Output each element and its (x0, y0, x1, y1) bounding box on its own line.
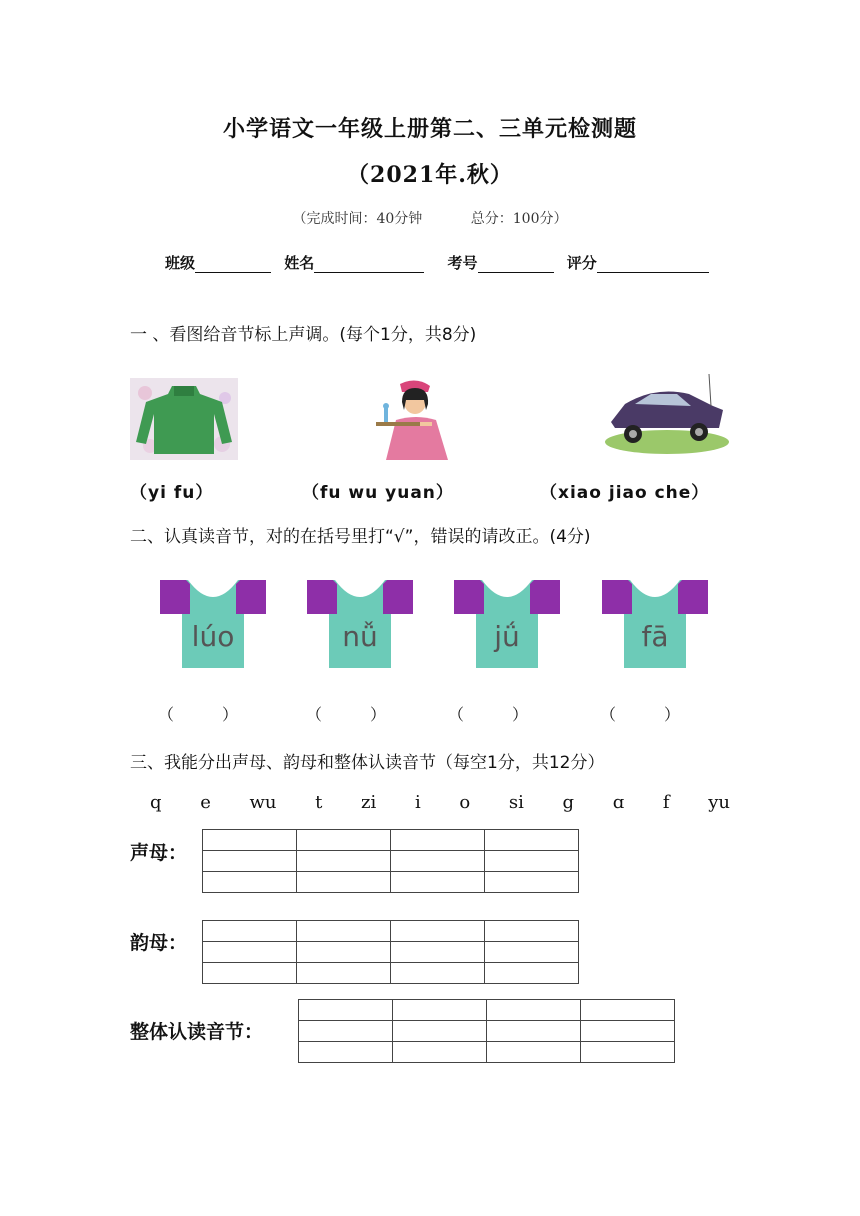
answer-paren-2[interactable]: （ ） (306, 705, 387, 724)
shirt-syllable: fā (641, 620, 669, 653)
syllable: t (315, 792, 323, 813)
section3-heading: 三、我能分出声母、韵母和整体认读音节（每空1分，共12分） (130, 753, 605, 773)
syllable: i (414, 792, 421, 813)
syllable-list (150, 792, 730, 813)
name-field[interactable] (314, 256, 424, 273)
syllable: zi (361, 792, 377, 813)
tshirt-card (452, 578, 562, 670)
pinyin-item-1: （yi fu） (130, 483, 214, 503)
name-label: 姓名 (284, 254, 315, 272)
initials-label: 声母： (130, 842, 188, 864)
class-field[interactable] (195, 256, 271, 273)
shirt-syllable: nǚ (342, 620, 378, 653)
answer-paren-1[interactable]: （ ） (158, 705, 239, 724)
syllable: ɑ (612, 792, 625, 813)
exam-meta (0, 208, 860, 228)
syllable: o (459, 792, 471, 813)
answer-paren-4[interactable]: （ ） (600, 705, 681, 724)
exam-no-label: 考号 (447, 254, 478, 272)
initials-table (202, 829, 579, 893)
whole-syllables-table (298, 999, 675, 1063)
tshirt-card (305, 578, 415, 670)
page-subtitle: （2021年.秋） (347, 162, 513, 188)
tshirt-card (600, 578, 710, 670)
section1-heading: 一 、看图给音节标上声调。(每个1分，共8分) (130, 325, 477, 345)
syllable: wu (249, 792, 277, 813)
total-score: 总分：100分） (470, 211, 568, 227)
finals-table (202, 920, 579, 984)
tshirt-card (158, 578, 268, 670)
syllable: si (508, 792, 524, 813)
shirt-syllable: jǘ (494, 620, 520, 653)
waitress-image (372, 378, 456, 460)
sweater-image (130, 378, 238, 460)
class-label: 班级 (165, 254, 196, 272)
syllable: q (150, 792, 162, 813)
score-field[interactable] (597, 256, 709, 273)
answer-paren-3[interactable]: （ ） (448, 705, 529, 724)
syllable: yu (708, 792, 730, 813)
pinyin-item-2: （fu wu yuan） (302, 483, 454, 503)
time-limit: （完成时间：40分钟 (292, 211, 423, 227)
pinyin-item-3: （xiao jiao che） (540, 483, 710, 503)
student-info-line (165, 252, 717, 273)
whole-syllables-label: 整体认读音节： (130, 1021, 264, 1043)
page-title: 小学语文一年级上册第二、三单元检测题 (222, 116, 637, 142)
car-image (605, 372, 729, 454)
finals-label: 韵母： (130, 932, 188, 954)
score-label: 评分 (566, 254, 597, 272)
exam-no-field[interactable] (478, 256, 554, 273)
syllable: e (200, 792, 211, 813)
shirt-syllable: lúo (191, 620, 235, 653)
syllable: f (662, 792, 670, 813)
syllable: g (562, 792, 575, 813)
section2-heading: 二、认真读音节，对的在括号里打“√”，错误的请改正。(4分) (130, 527, 591, 547)
